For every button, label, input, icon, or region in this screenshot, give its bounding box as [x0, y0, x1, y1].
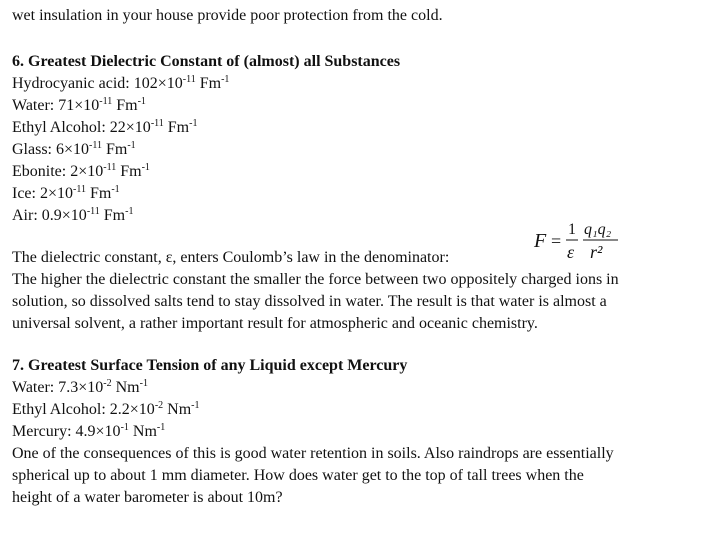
item-exponent: -11 — [103, 162, 117, 173]
formula-equals: = — [551, 231, 562, 251]
section-7-heading: 7. Greatest Surface Tension of any Liquid except Mercury — [12, 357, 408, 374]
item-label: Ethyl Alcohol: — [12, 401, 110, 418]
item-exponent: -11 — [99, 96, 113, 107]
unit-exponent: -1 — [125, 206, 134, 217]
paragraph-line: universal solvent, a rather important result for atmospheric and oceanic chemistry. — [12, 315, 538, 332]
item-label: Ethyl Alcohol: — [12, 119, 110, 136]
item-value: 102×10 — [133, 75, 183, 92]
item-unit: Fm — [120, 163, 142, 180]
item-value: 7.3×10 — [58, 379, 104, 396]
coulomb-law-line: The dielectric constant, ε, enters Coulomb’s law in the denominator: — [12, 249, 450, 266]
formula-force: F — [534, 230, 547, 252]
paragraph-line: height of a water barometer is about 10m? — [12, 489, 283, 506]
item-exponent: -11 — [73, 184, 86, 195]
item-exponent: -2 — [103, 378, 112, 389]
item-exponent: -1 — [120, 422, 129, 433]
item-exponent: -11 — [89, 140, 102, 151]
dielectric-item-hydrocyanic — [12, 74, 229, 94]
item-exponent: -11 — [150, 118, 164, 129]
item-label: Water: — [12, 379, 59, 396]
coulomb-formula — [532, 214, 632, 264]
unit-exponent: -1 — [141, 162, 150, 173]
paragraph-line: spherical up to about 1 mm diameter. How does water get to the top of tall trees when the — [12, 467, 584, 484]
formula-one: 1 — [568, 221, 576, 238]
unit-exponent: -1 — [139, 378, 148, 389]
item-label: Air: — [12, 207, 42, 224]
unit-exponent: -1 — [189, 118, 198, 129]
item-label: Ebonite: — [12, 163, 71, 180]
dielectric-item-air — [12, 206, 133, 226]
section-6-heading: 6. Greatest Dielectric Constant of (almost) all Substances — [12, 53, 401, 70]
unit-exponent: -1 — [137, 96, 146, 107]
intro-line: wet insulation in your house provide poor protection from the cold. — [12, 7, 443, 24]
item-unit: Fm — [89, 185, 112, 202]
formula-epsilon: ε — [567, 242, 575, 262]
formula-distance: r² — [590, 242, 603, 262]
surface-tension-item-water — [12, 378, 148, 398]
document-page — [12, 0, 712, 540]
unit-exponent: -1 — [191, 400, 200, 411]
item-exponent: -11 — [86, 206, 100, 217]
surface-tension-item-ethyl-alcohol — [12, 400, 200, 420]
dielectric-item-water — [12, 96, 146, 116]
item-value: 2×10 — [70, 163, 104, 180]
item-unit: Fm — [103, 207, 126, 224]
item-unit: Nm — [115, 379, 140, 396]
item-value: 22×10 — [109, 119, 151, 136]
item-unit: Nm — [132, 423, 157, 440]
item-label: Mercury: — [12, 423, 76, 440]
item-unit: Fm — [116, 97, 138, 114]
paragraph-line: solution, so dissolved salts tend to stay dissolved in water. The result is that water is almost a — [12, 293, 607, 310]
item-label: Ice: — [12, 185, 40, 202]
paragraph-line: The higher the dielectric constant the smaller the force between two oppositely charged ions in — [12, 271, 619, 288]
unit-exponent: -1 — [111, 184, 120, 195]
item-label: Water: — [12, 97, 59, 114]
unit-exponent: -1 — [156, 422, 166, 433]
item-exponent: -11 — [182, 74, 196, 85]
item-value: 6×10 — [56, 141, 90, 158]
item-label: Glass: — [12, 141, 56, 158]
item-label: Hydrocyanic acid: — [12, 75, 134, 92]
unit-exponent: -1 — [127, 140, 136, 151]
dielectric-item-glass — [12, 140, 136, 160]
surface-tension-item-mercury — [12, 422, 165, 442]
dielectric-item-ice — [12, 184, 120, 204]
item-unit: Nm — [167, 401, 192, 418]
item-value: 4.9×10 — [75, 423, 121, 440]
item-value: 0.9×10 — [41, 207, 87, 224]
formula-charges: q₁q₂ — [584, 221, 612, 238]
item-value: 71×10 — [58, 97, 100, 114]
dielectric-item-ethyl-alcohol — [12, 118, 197, 138]
item-exponent: -2 — [154, 400, 164, 411]
paragraph-line: One of the consequences of this is good water retention in soils. Also raindrops are essentially — [12, 445, 614, 462]
unit-exponent: -1 — [221, 74, 230, 85]
item-value: 2×10 — [39, 185, 74, 202]
item-value: 2.2×10 — [109, 401, 155, 418]
item-unit: Fm — [167, 119, 190, 136]
dielectric-item-ebonite — [12, 162, 150, 182]
item-unit: Fm — [199, 75, 222, 92]
item-unit: Fm — [106, 141, 128, 158]
